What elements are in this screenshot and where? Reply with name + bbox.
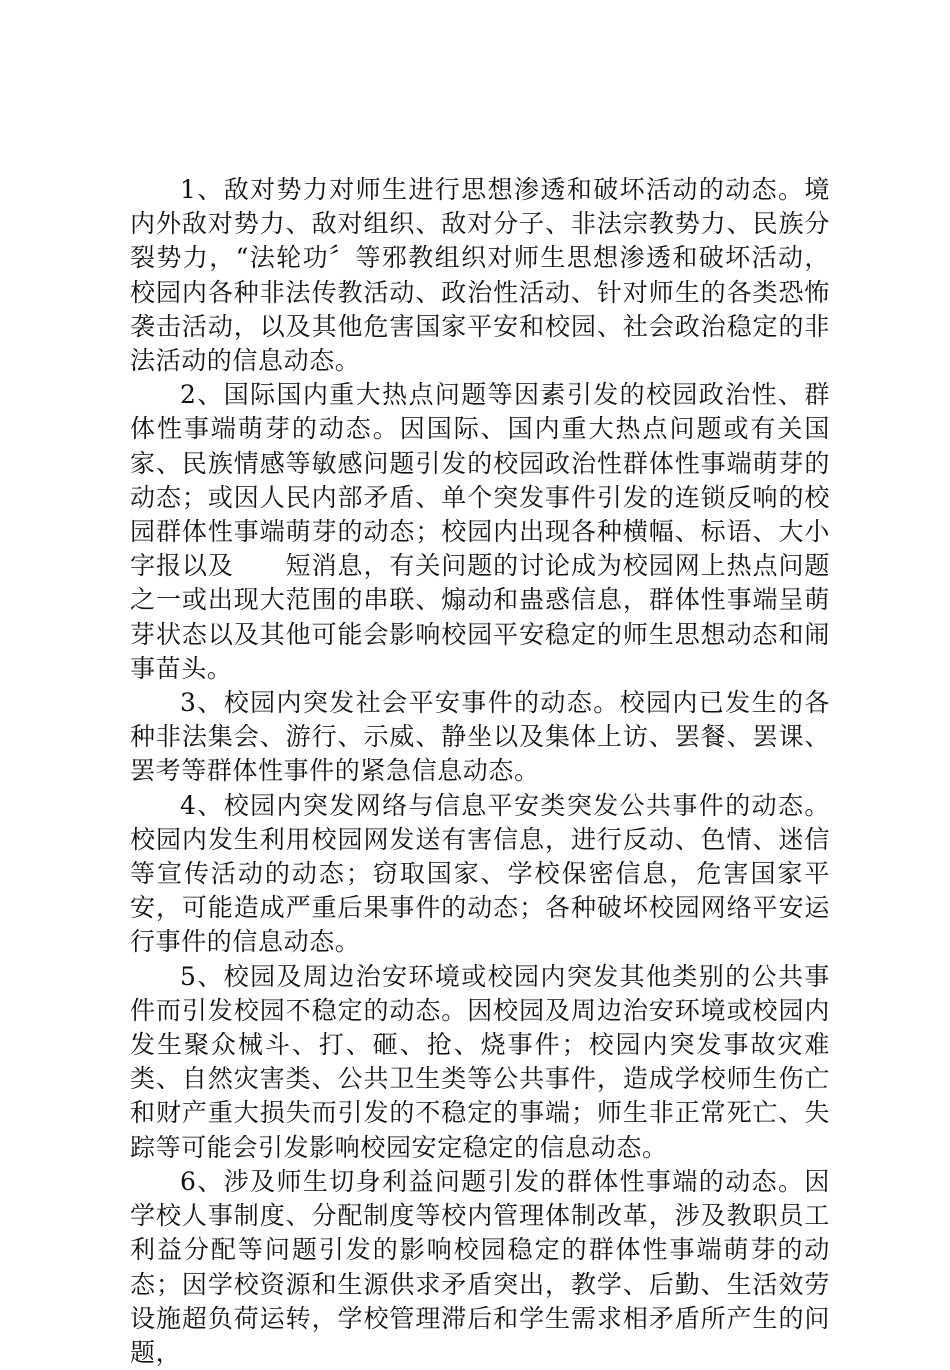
paragraph-5: 5、校园及周边治安环境或校园内突发其他类别的公共事件而引发校园不稳定的动态。因校园及周边治安环境或校园内发生聚众械斗、打、砸、抢、烧事件；校园内突发事故灾难类、自然灾害类、公共卫生类等公共事件，造成学校师生伤亡和财产重大损失而引发的不稳定的事端；师生非正常死亡、失踪等可能会引发影响校园安定稳定的信息动态。 <box>130 961 830 1162</box>
paragraph-2: 2、国际国内重大热点问题等因素引发的校园政治性、群体性事端萌芽的动态。因国际、国内重大热点问题或有关国家、民族情感等敏感问题引发的校园政治性群体性事端萌芽的动态；或因人民内部矛盾、单个突发事件引发的连锁反响的校园群体性事端萌芽的动态；校园内出现各种横幅、标语、大小字报以及 短消息，有关问题的讨论成为校园网上热点问题之一或出现大范围的串联、煽动和蛊惑信息，群体性事端呈萌芽状态以及其他可能会影响校园平安稳定的师生思想动态和闹事苗头。 <box>130 380 830 683</box>
document-body <box>130 173 830 1370</box>
paragraph-1: 1、敌对势力对师生进行思想渗透和破坏活动的动态。境内外敌对势力、敌对组织、敌对分子、非法宗教势力、民族分裂势力，“法轮功〞等邪教组织对师生思想渗透和破坏活动，校园内各种非法传教活动、政治性活动、针对师生的各类恐怖袭击活动，以及其他危害国家平安和校园、社会政治稳定的非法活动的信息动态。 <box>130 175 830 376</box>
paragraph-6: 6、涉及师生切身利益问题引发的群体性事端的动态。因学校人事制度、分配制度等校内管理体制改革，涉及教职员工利益分配等问题引发的影响校园稳定的群体性事端萌芽的动态；因学校资源和生源供求矛盾突出，教学、后勤、生活效劳设施超负荷运转，学校管理滞后和学生需求相矛盾所产生的问题， <box>130 1166 830 1367</box>
paragraph-3: 3、校园内突发社会平安事件的动态。校园内已发生的各种非法集会、游行、示威、静坐以及集体上访、罢餐、罢课、罢考等群体性事件的紧急信息动态。 <box>130 688 830 786</box>
paragraph-4: 4、校园内突发网络与信息平安类突发公共事件的动态。校园内发生利用校园网发送有害信息，进行反动、色情、迷信等宣传活动的动态；窃取国家、学校保密信息，危害国家平安，可能造成严重后果事件的动态；各种破坏校园网络平安运行事件的信息动态。 <box>130 790 830 957</box>
